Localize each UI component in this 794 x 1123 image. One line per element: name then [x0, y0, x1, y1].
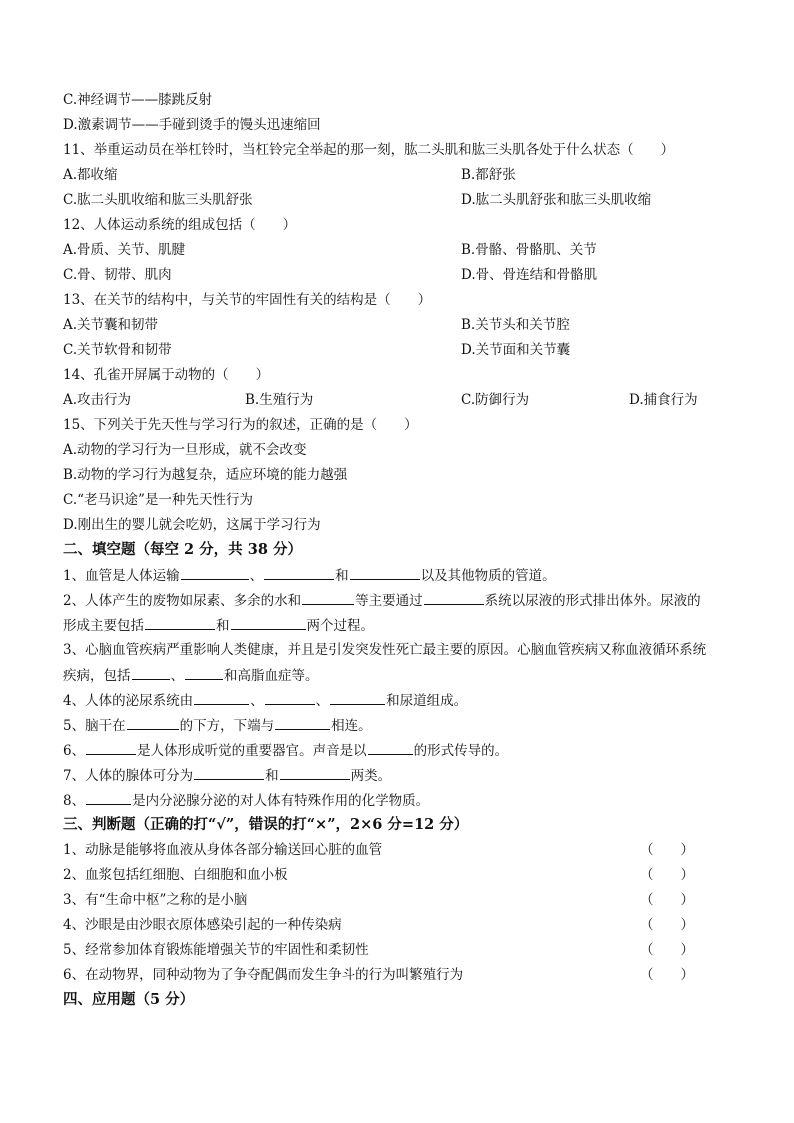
answer-blank[interactable] — [86, 740, 136, 755]
fill-q2-text-e: 和 — [216, 618, 230, 634]
fill-q1 — [63, 565, 556, 586]
judge-item-text: 6、在动物界，同种动物为了争夺配偶而发生争斗的行为叫繁殖行为 — [63, 967, 464, 983]
fill-q5-text-c: 相连。 — [331, 718, 372, 734]
fill-q8-text-b: 是内分泌腺分泌的对人体有特殊作用的化学物质。 — [132, 793, 430, 809]
q15-option-d: D.刚出生的婴儿就会吃奶，这属于学习行为 — [63, 517, 321, 533]
fill-q8-text-a: 8、 — [63, 793, 86, 809]
q13-option-c: C.关节软骨和韧带 — [63, 342, 172, 358]
judge-item-text: 5、经常参加体育锻炼能增强关节的牢固性和柔韧性 — [63, 942, 369, 958]
answer-blank[interactable] — [145, 615, 215, 630]
judge-item — [63, 965, 694, 985]
answer-blank[interactable] — [280, 765, 350, 780]
fill-q2-text-d: 形成主要包括 — [63, 618, 144, 634]
answer-blank[interactable] — [194, 690, 249, 705]
q14-stem: 14、孔雀开屏属于动物的（ ） — [63, 367, 270, 383]
answer-blank[interactable] — [330, 690, 385, 705]
fill-q1-text-c: 和 — [335, 568, 349, 584]
fill-q3-text-a: 疾病，包括 — [63, 668, 131, 684]
q12-options-row1 — [63, 240, 597, 260]
fill-q2-text-f: 两个过程。 — [306, 618, 374, 634]
fill-q4-text-a: 4、人体的泌尿系统由 — [63, 693, 194, 709]
answer-parentheses[interactable]: （ ） — [640, 942, 694, 958]
answer-parentheses[interactable]: （ ） — [640, 892, 694, 908]
answer-blank[interactable] — [231, 615, 306, 630]
fill-section-heading: 二、填空题（每空 2 分，共 38 分） — [63, 541, 302, 558]
answer-blank[interactable] — [181, 565, 249, 580]
fill-q2-line2 — [63, 615, 374, 636]
fill-q3-text-b: 、 — [170, 668, 184, 684]
fill-q4 — [63, 690, 467, 711]
fill-q8 — [63, 790, 429, 811]
judge-item — [63, 840, 694, 860]
answer-blank[interactable] — [265, 690, 315, 705]
q13-options-row2 — [63, 340, 571, 360]
fill-q6-text-b: 是人体形成听觉的重要器官。声音是以 — [137, 743, 367, 759]
q12-option-a: A.骨质、关节、肌腱 — [63, 242, 186, 258]
q13-option-d: D.关节面和关节囊 — [461, 342, 571, 358]
fill-q4-text-b: 、 — [250, 693, 264, 709]
fill-q3-line2 — [63, 665, 319, 686]
q12-option-b: B.骨骼、骨骼肌、关节 — [461, 242, 597, 258]
q14-options-row — [63, 390, 698, 410]
q13-option-a: A.关节囊和韧带 — [63, 317, 159, 333]
answer-blank[interactable] — [132, 665, 170, 680]
answer-blank[interactable] — [264, 565, 334, 580]
q13-stem: 13、在关节的结构中，与关节的牢固性有关的结构是（ ） — [63, 292, 432, 308]
q14-option-c: C.防御行为 — [461, 392, 530, 408]
q15-option-a: A.动物的学习行为一旦形成，就不会改变 — [63, 442, 307, 458]
q11-stem: 11、举重运动员在举杠铃时，当杠铃完全举起的那一刻，肱二头肌和肱三头肌各处于什么状态（ ） — [63, 142, 675, 158]
fill-q7-text-a: 7、人体的腺体可分为 — [63, 768, 194, 784]
judge-item — [63, 940, 694, 960]
q11-options-row2 — [63, 190, 652, 210]
q14-option-b: B.生殖行为 — [245, 392, 314, 408]
answer-blank[interactable] — [424, 590, 484, 605]
answer-parentheses[interactable]: （ ） — [640, 917, 694, 933]
q11-option-b: B.都舒张 — [461, 167, 516, 183]
judge-item — [63, 890, 694, 910]
answer-parentheses[interactable]: （ ） — [640, 842, 694, 858]
fill-q1-text-a: 1、血管是人体运输 — [63, 568, 180, 584]
q11-options-row1 — [63, 165, 516, 185]
fill-q2-line1 — [63, 590, 701, 611]
fill-q3-line1: 3、心脑血管疾病严重影响人类健康，并且是引发突发性死亡最主要的原因。心脑血管疾病又称血液循环系统 — [63, 642, 707, 658]
judge-item-text: 4、沙眼是由沙眼衣原体感染引起的一种传染病 — [63, 917, 342, 933]
fill-q6-text-a: 6、 — [63, 743, 86, 759]
answer-blank[interactable] — [185, 665, 223, 680]
fill-q1-text-d: 以及其他物质的管道。 — [420, 568, 556, 584]
q12-option-c: C.骨、韧带、肌肉 — [63, 267, 172, 283]
judge-item-text: 1、动脉是能够将血液从身体各部分输送回心脏的血管 — [63, 842, 383, 858]
q14-option-a: A.攻击行为 — [63, 392, 132, 408]
q10-option-d: D.激素调节——手碰到烫手的馒头迅速缩回 — [63, 117, 321, 133]
q12-option-d: D.骨、骨连结和骨骼肌 — [461, 267, 598, 283]
fill-q7 — [63, 765, 391, 786]
q11-option-c: C.肱二头肌收缩和肱三头肌舒张 — [63, 192, 253, 208]
answer-blank[interactable] — [275, 715, 330, 730]
fill-q4-text-c: 、 — [315, 693, 330, 709]
fill-q3-text-c: 和高脂血症等。 — [224, 668, 319, 684]
fill-q5-text-b: 的下方，下端与 — [179, 718, 275, 734]
answer-blank[interactable] — [127, 715, 179, 730]
q13-option-b: B.关节头和关节腔 — [461, 317, 570, 333]
answer-parentheses[interactable]: （ ） — [640, 967, 694, 983]
fill-q7-text-c: 两类。 — [350, 768, 392, 784]
judge-section-heading: 三、判断题（正确的打“√”，错误的打“×”，2×6 分=12 分） — [63, 816, 469, 833]
answer-parentheses[interactable]: （ ） — [640, 867, 694, 883]
fill-q1-text-b: 、 — [249, 568, 264, 584]
q15-option-b: B.动物的学习行为越复杂，适应环境的能力越强 — [63, 467, 348, 483]
fill-q2-text-c: 系统以尿液的形式排出体外。尿液的 — [484, 593, 701, 609]
fill-q2-text-a: 2、人体产生的废物如尿素、多余的水和 — [63, 593, 302, 609]
fill-q6 — [63, 740, 508, 761]
q10-option-c: C.神经调节——膝跳反射 — [63, 92, 213, 108]
answer-blank[interactable] — [368, 740, 413, 755]
q11-option-a: A.都收缩 — [63, 167, 118, 183]
answer-blank[interactable] — [194, 765, 264, 780]
q12-options-row2 — [63, 265, 598, 285]
q13-options-row1 — [63, 315, 570, 335]
fill-q2-text-b: 等主要通过 — [355, 593, 423, 609]
fill-q6-text-c: 的形式传导的。 — [413, 743, 509, 759]
answer-blank[interactable] — [302, 590, 354, 605]
fill-q5-text-a: 5、脑干在 — [63, 718, 126, 734]
q11-option-d: D.肱二头肌舒张和肱三头肌收缩 — [461, 192, 652, 208]
judge-item-text: 2、血浆包括红细胞、白细胞和血小板 — [63, 867, 288, 883]
judge-item — [63, 915, 694, 935]
q14-option-d: D.捕食行为 — [629, 392, 698, 408]
answer-blank[interactable] — [86, 790, 131, 805]
answer-blank[interactable] — [350, 565, 420, 580]
apply-section-heading: 四、应用题（5 分） — [63, 991, 195, 1008]
fill-q7-text-b: 和 — [265, 768, 279, 784]
judge-item-text: 3、有“生命中枢”之称的是小脑 — [63, 892, 248, 908]
fill-q5 — [63, 715, 372, 736]
judge-item — [63, 865, 694, 885]
q15-stem: 15、下列关于先天性与学习行为的叙述，正确的是（ ） — [63, 417, 418, 433]
fill-q4-text-d: 和尿道组成。 — [386, 693, 468, 709]
q12-stem: 12、人体运动系统的组成包括（ ） — [63, 217, 297, 233]
q15-option-c: C.“老马识途”是一种先天性行为 — [63, 492, 253, 508]
